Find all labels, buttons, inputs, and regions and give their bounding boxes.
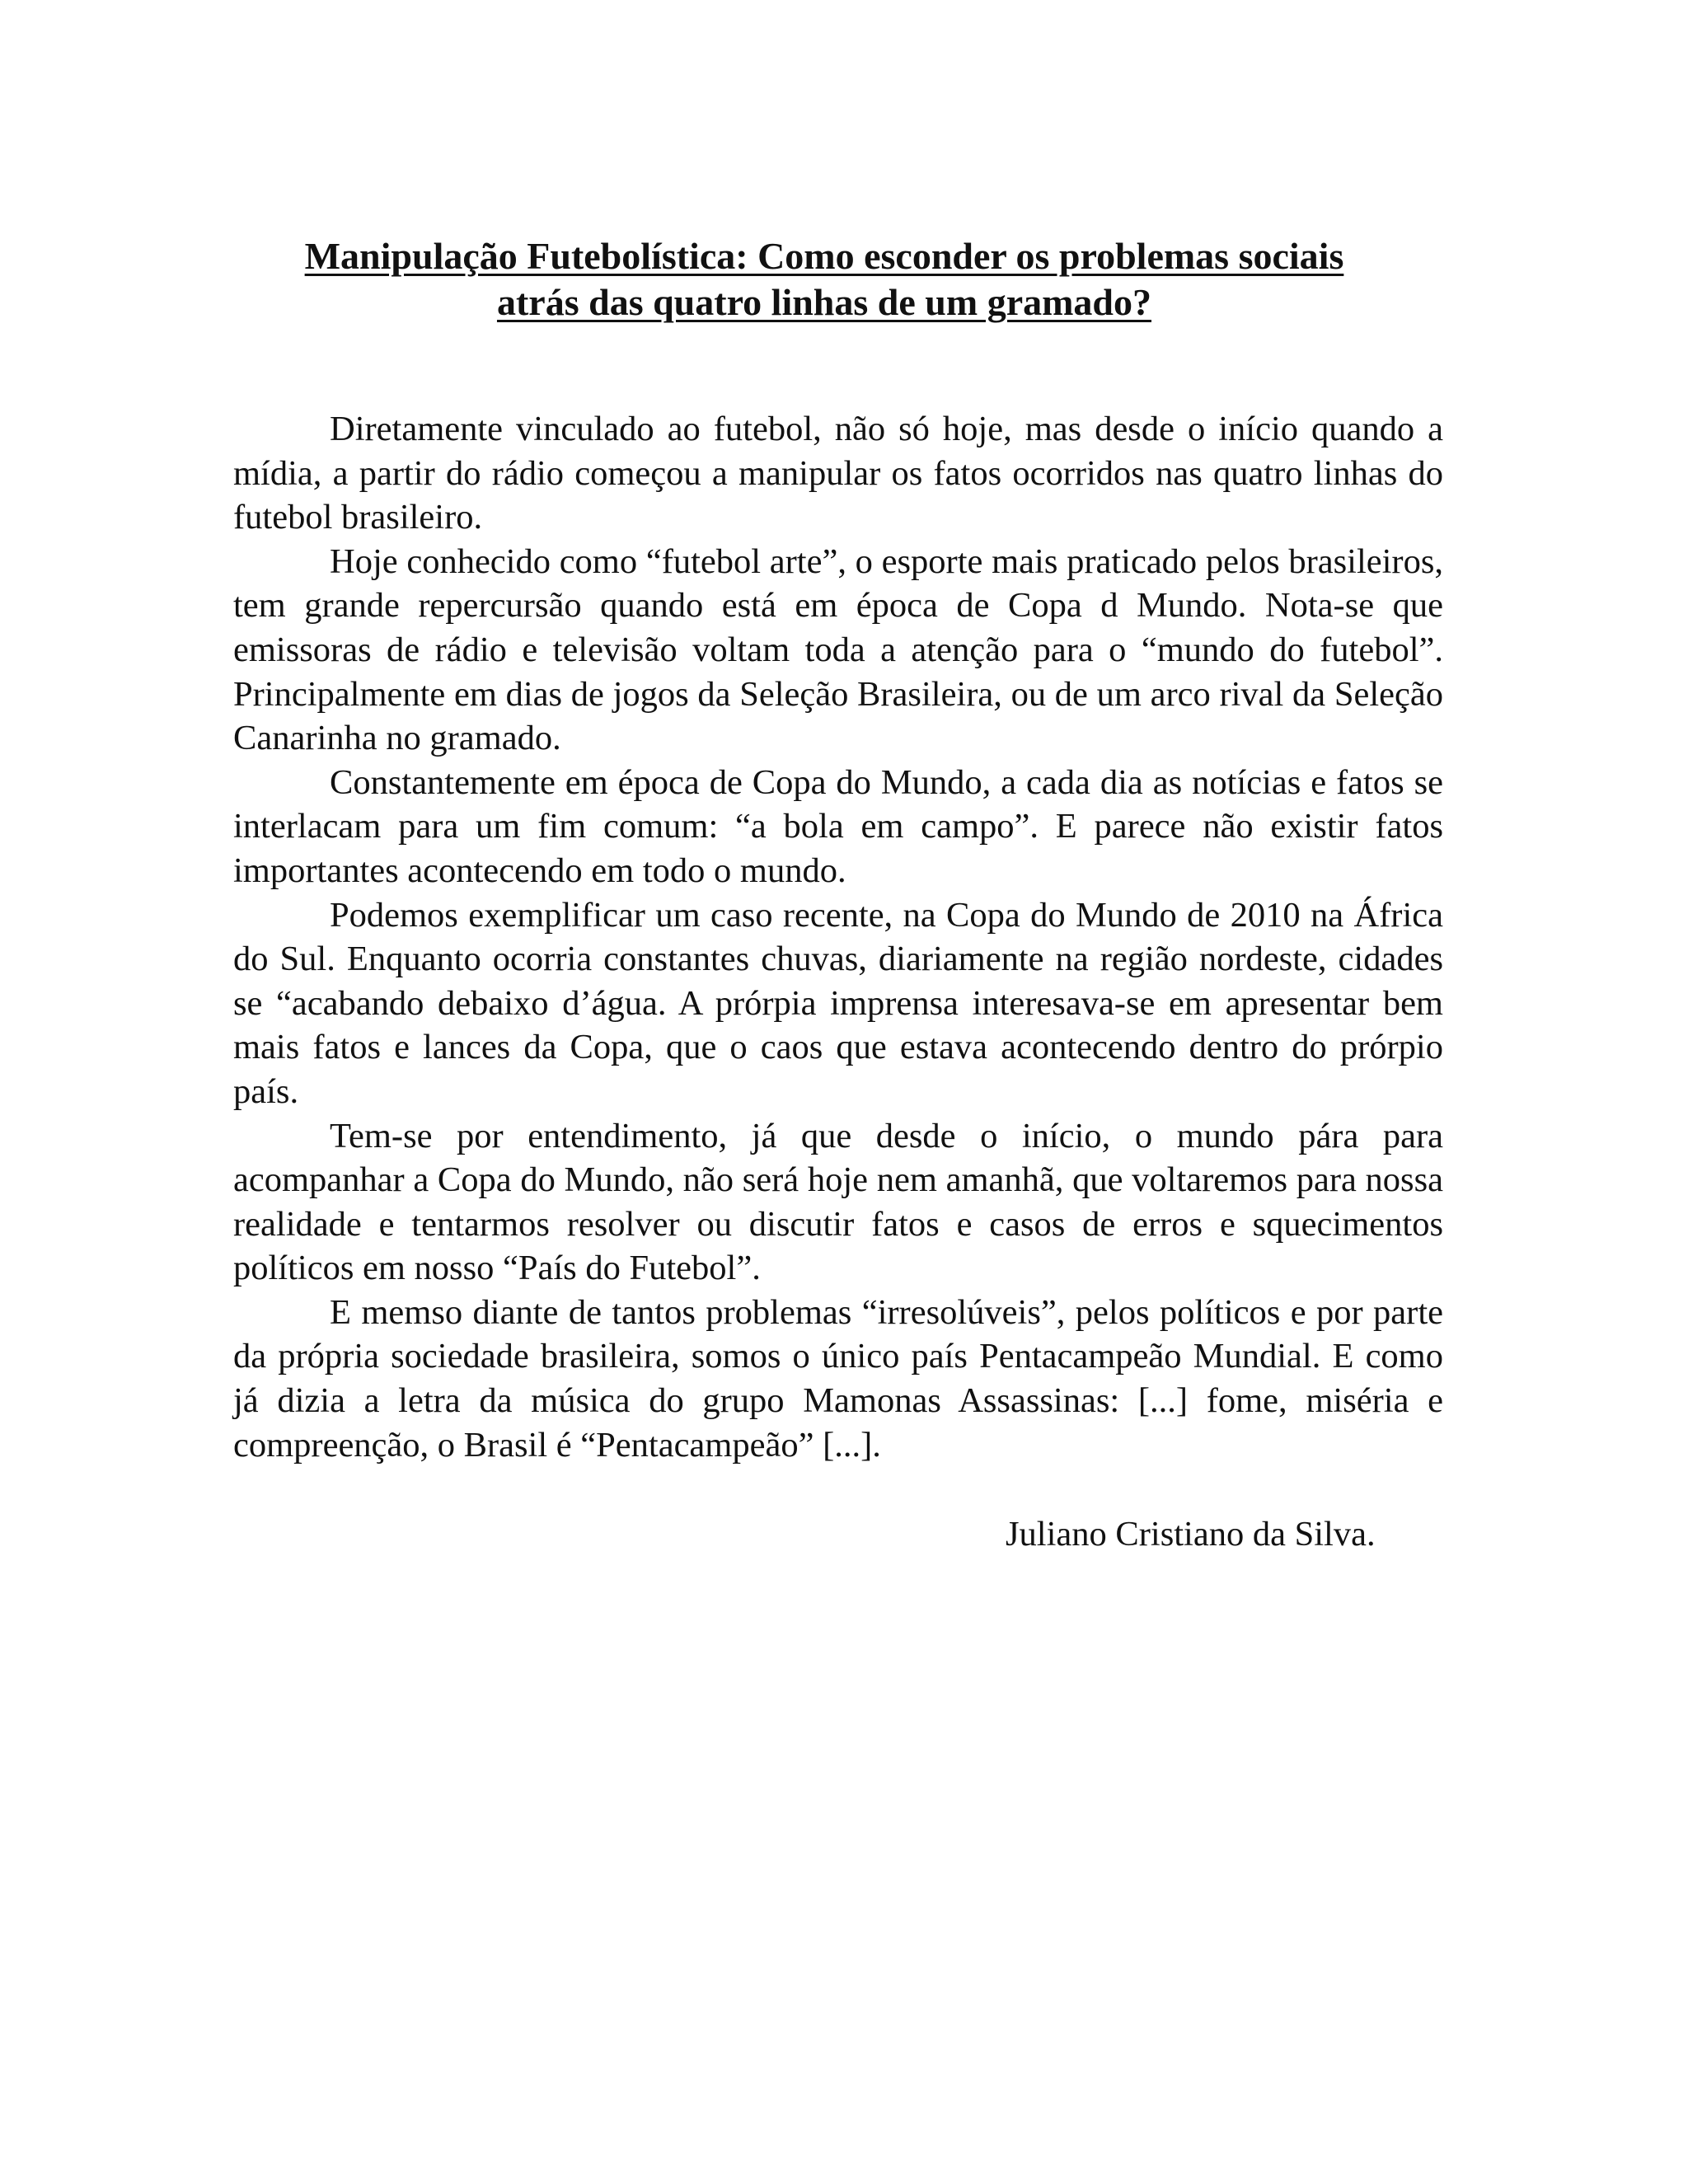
document-title — [206, 233, 1442, 326]
paragraph-1: Diretamente vinculado ao futebol, não só hoje, mas desde o início quando a mídia, a partir do rádio começou a manipular os fatos ocorridos nas quatro linhas do futebol brasileiro. — [233, 410, 1443, 537]
paragraph-3: Constantemente em época de Copa do Mundo, a cada dia as notícias e fatos se interlacam para um fim comum: “a bola em campo”. E parece não existir fatos importantes acontecendo em todo o mundo. — [233, 762, 1443, 890]
author-signature: Juliano Cristiano da Silva. — [1006, 1515, 1376, 1554]
paragraph-6: E memso diante de tantos problemas “irresolúveis”, pelos políticos e por parte da própria sociedade brasileira, somos o único país Pentacampeão Mundial. E como já dizia a letra da música do grupo Mamonas Assassinas: [...] fome, miséria e compreenção, o Brasil é “Pentacampeão” [...]. — [233, 1292, 1443, 1465]
paragraph-4: Podemos exemplificar um caso recente, na Copa do Mundo de 2010 na África do Sul. Enquanto ocorria constantes chuvas, diariamente na região nordeste, cidades se “acabando debaixo d’água. A prórpia imprensa interesava-se em apresentar bem mais fatos e lances da Copa, que o caos que estava acontecendo dentro do prórpio país. — [233, 895, 1443, 1111]
document-body — [233, 407, 1443, 1467]
paragraph-2: Hoje conhecido como “futebol arte”, o esporte mais praticado pelos brasileiros, tem grande repercursão quando está em época de Copa d Mundo. Nota-se que emissoras de rádio e televisão voltam toda a atenção para o “mundo do futebol”. Principalmente em dias de jogos da Seleção Brasileira, ou de um arco rival da Seleção Canarinha no gramado. — [233, 541, 1443, 758]
paragraph-5: Tem-se por entendimento, já que desde o início, o mundo pára para acompanhar a Copa do Mundo, não será hoje nem amanhã, que voltaremos para nossa realidade e tentarmos resolver ou discutir fatos e casos de erros e squecimentos políticos em nosso “País do Futebol”. — [233, 1116, 1443, 1288]
title-line-1: Manipulação Futebolística: Como esconder os problemas sociais — [304, 235, 1344, 277]
title-line-2: atrás das quatro linhas de um gramado? — [496, 281, 1152, 323]
